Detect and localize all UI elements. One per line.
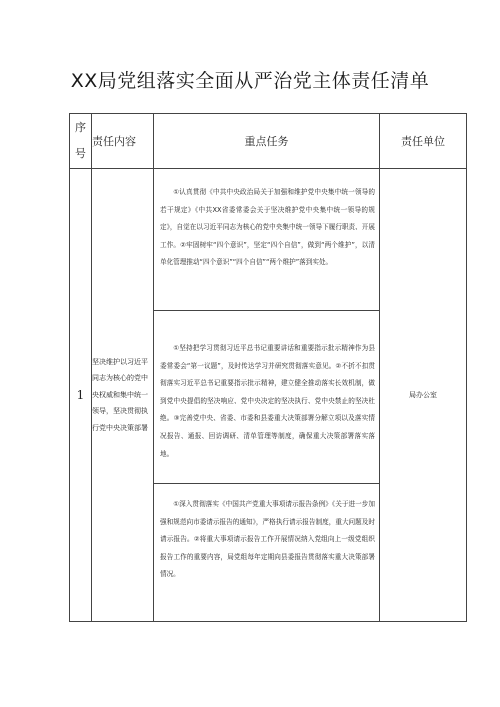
row-unit: 局办公室	[380, 169, 467, 622]
row-number: 1	[70, 169, 92, 622]
task-item	[154, 483, 379, 621]
table-header-row	[70, 114, 467, 169]
task-text: ①坚持把学习贯彻习近平总书记重要讲话和重要指示批示精神作为县委常委会“第一议题”，及时传达学习并研究贯彻落实意见。②不折不扣贯彻落实习近平总书记重要指示批示精神，建立健全推动落实长效机制，做到党中央提倡的坚决响应、党中央决定的坚决执行、党中央禁止的坚决杜绝。③完善党中央、省委、市委和县委重大决策部署分解立项以及落实情况报告、通报、回访调研、清单管理等制度，确保重大决策部署落实落地。	[160, 344, 375, 458]
page-title: XX局党组落实全面从严治党主体责任清单	[70, 70, 430, 92]
responsibility-table	[69, 113, 467, 622]
task-item	[154, 169, 379, 310]
row-content: 坚决维护以习近平同志为核心的党中央权威和集中统一领导，坚决贯彻执行党中央决策部署	[92, 169, 154, 622]
header-seq: 序号	[70, 114, 92, 169]
header-content: 责任内容	[92, 114, 154, 169]
task-text: ①认真贯彻《中共中央政治局关于加强和维护党中央集中统一领导的若干规定》《中共XX省委常委会关于坚决维护党中央集中统一领导的规定》，自觉在以习近平同志为核心的党中央集中统一领导下履行职责、开展工作。②牢固树牢“四个意识”，坚定“四个自信”，做到“两个维护”，以清单化管理推动“四个意识”“四个自信”“两个维护”落到实处。	[160, 188, 375, 267]
row-tasks	[154, 169, 380, 622]
header-unit: 责任单位	[380, 114, 467, 169]
task-text: ①深入贯彻落实《中国共产党重大事项请示报告条例》《关于进一步加强和规范向市委请示报告的通知》，严格执行请示报告制度，重大问题及时请示报告。②将重大事项请示报告工作开展情况纳入党组向上一级党组织报告工作的重要内容，局党组每年定期向县委报告贯彻落实重大决策部署情况。	[160, 500, 375, 579]
table-row	[70, 169, 467, 622]
header-tasks: 重点任务	[154, 114, 380, 169]
task-item	[154, 310, 379, 483]
